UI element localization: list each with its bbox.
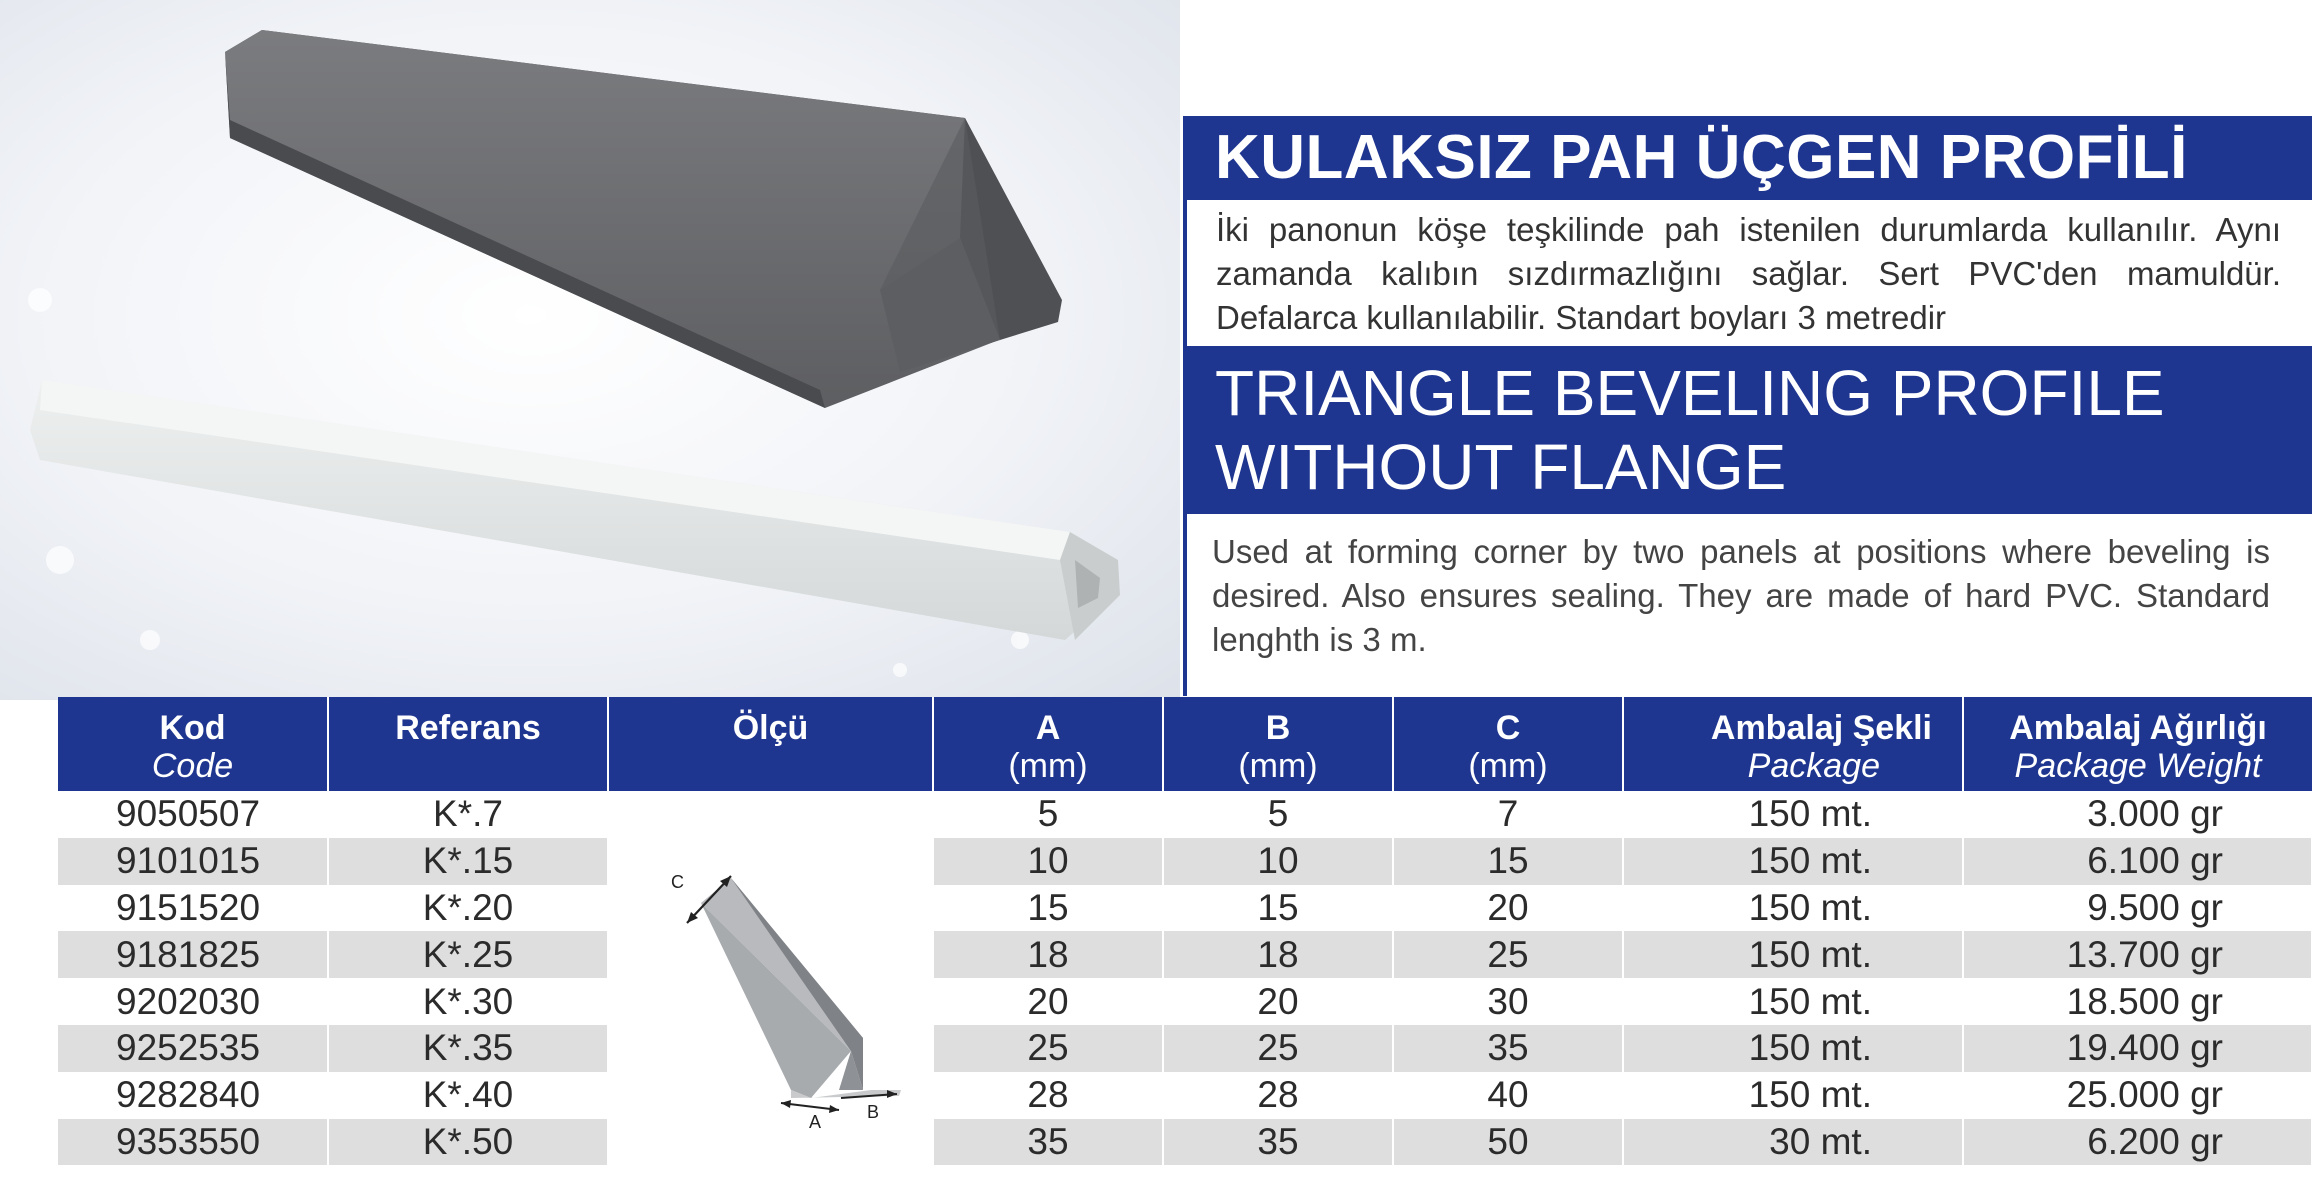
svg-text:C: C [670, 872, 684, 893]
table-row: 9252535 K*.35 25 25 35 150 mt. 19.400 gr [58, 1025, 2312, 1072]
header-a: A (mm) [933, 697, 1163, 791]
table-row: 9353550 K*.50 35 35 50 30 mt. 6.200 gr [58, 1119, 2312, 1166]
light-profile-shape [30, 380, 1120, 640]
dimension-diagram [641, 828, 901, 1128]
header-agirlik: Ambalaj Ağırlığı Package Weight [1963, 697, 2312, 791]
specification-table [58, 697, 2312, 1165]
header-olcu: Ölçü [608, 697, 933, 791]
title-tr: KULAKSIZ PAH ÜÇGEN PROFİLİ [1185, 116, 2312, 200]
table-row: 9151520 K*.20 15 15 20 150 mt. 9.500 gr [58, 885, 2312, 932]
table-row: 9050507 K*.7 C A B 5 5 7 150 mt. 3.000 gr [58, 791, 2312, 838]
header-b: B (mm) [1163, 697, 1393, 791]
title-en-line2: WITHOUT FLANGE [1215, 431, 1787, 503]
triangle-profile-illustration [0, 0, 1180, 700]
title-en-line1: TRIANGLE BEVELING PROFILE [1215, 357, 2165, 429]
table-row: 9202030 K*.30 20 20 30 150 mt. 18.500 gr [58, 978, 2312, 1025]
dark-profile-shape [225, 30, 1062, 408]
table-header-row [58, 697, 2312, 791]
header-kod: Kod Code [58, 697, 328, 791]
header-referans: Referans [328, 697, 608, 791]
table-row: 9181825 K*.25 18 18 25 150 mt. 13.700 gr [58, 931, 2312, 978]
header-ambalaj: Ambalaj Şekli Package [1623, 697, 1963, 791]
svg-text:A: A [808, 1112, 821, 1129]
title-en [1185, 346, 2312, 514]
dimension-diagram-cell [608, 791, 933, 1165]
svg-text:B: B [866, 1102, 879, 1123]
description-tr: İki panonun köşe teşkilinde pah istenilen durumlarda kullanılır. Aynı zamanda kalıbın sızdırmazlığını sağlar. Sert PVC'den mamuldür. Defalarca kullanılabilir. Standart boyları 3 metredir [1216, 211, 2281, 336]
header-c: C (mm) [1393, 697, 1623, 791]
table-row: 9101015 K*.15 10 10 15 150 mt. 6.100 gr [58, 838, 2312, 885]
product-photo [0, 0, 1180, 700]
table-row: 9282840 K*.40 28 28 40 150 mt. 25.000 gr [58, 1072, 2312, 1119]
description-en: Used at forming corner by two panels at positions where beveling is desired. Also ensures sealing. They are made of hard PVC. Standard lenghth is 3 m. [1212, 533, 2270, 658]
